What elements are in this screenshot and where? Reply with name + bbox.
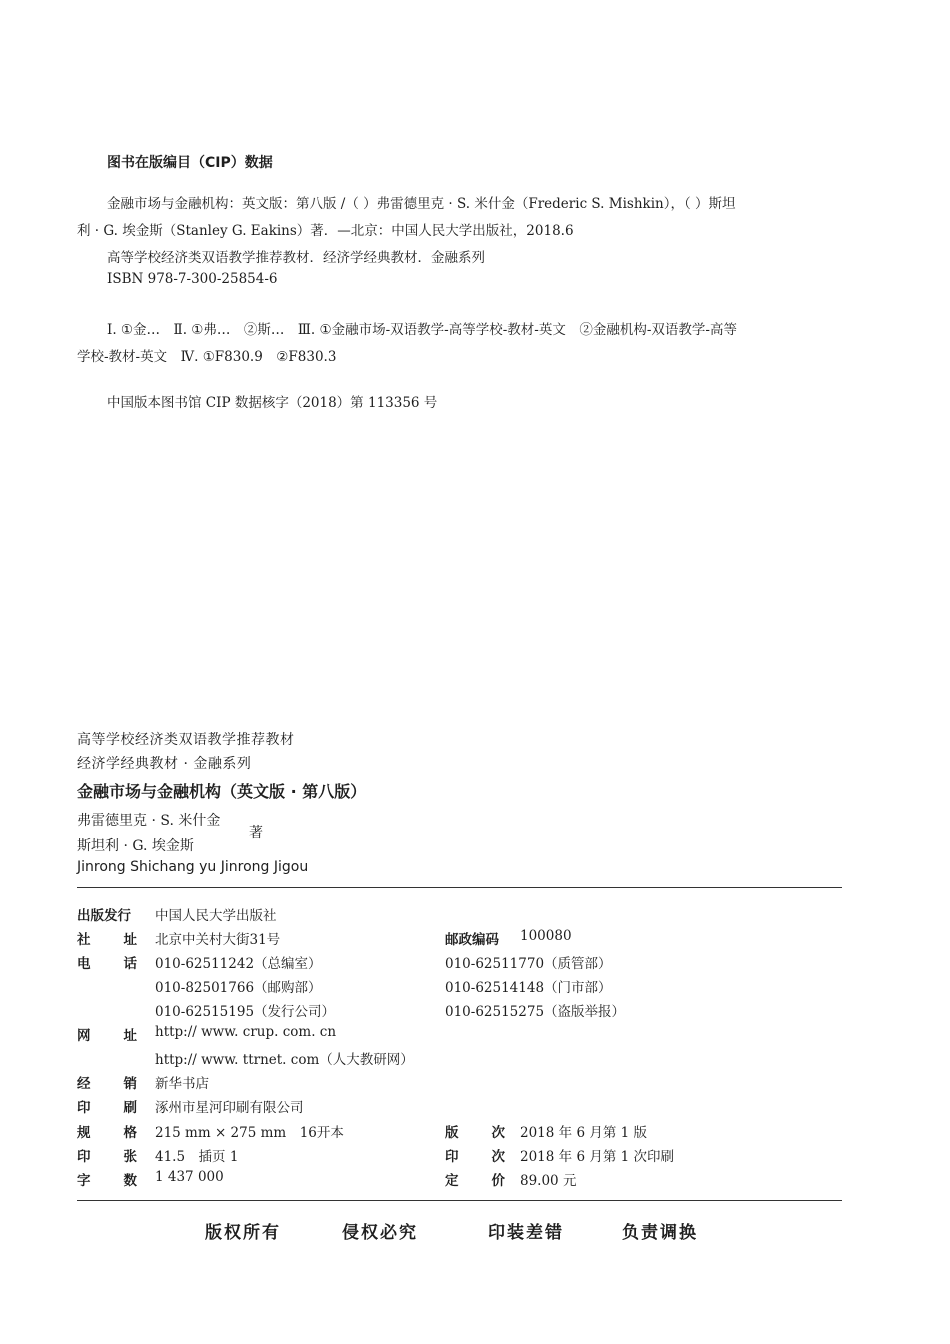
printing-value: 2018 年 6 月第 1 次印刷 [520, 1149, 674, 1165]
sheets-label: 印 张 [77, 1149, 137, 1165]
phone-store: 010-62514148（门市部） [445, 980, 612, 996]
price-value: 89.00 元 [520, 1173, 577, 1189]
slogan-exchange: 负责调换 [622, 1223, 698, 1243]
cip-line-1: 金融市场与金融机构：英文版：第八版 /（ ）弗雷德里克 · S. 米什金（Frederic S. Mishkin），（ ）斯坦 [107, 196, 736, 212]
address-label: 社 址 [77, 932, 137, 948]
author-role: 著 [249, 825, 263, 841]
cip-line-3: 高等学校经济类双语教学推荐教材．经济学经典教材．金融系列 [107, 250, 485, 266]
cip-title: 图书在版编目（CIP）数据 [107, 155, 273, 171]
series-name-2: 经济学经典教材 · 金融系列 [77, 756, 252, 772]
spec-value: 215 mm × 275 mm 16开本 [155, 1125, 344, 1141]
author-1: 弗雷德里克 · S. 米什金 [77, 813, 221, 829]
top-divider [77, 887, 842, 888]
cip-isbn: ISBN 978-7-300-25854-6 [107, 271, 278, 287]
cip-classification-2: 学校-教材-英文 Ⅳ. ①F830.9 ②F830.3 [77, 349, 337, 365]
series-name-1: 高等学校经济类双语教学推荐教材 [77, 732, 295, 748]
publisher-value: 中国人民大学出版社 [155, 908, 277, 924]
price-label: 定 价 [445, 1173, 505, 1189]
book-title-pinyin: Jinrong Shichang yu Jinrong Jigou [77, 859, 309, 875]
phone-mail-order: 010-82501766（邮购部） [155, 980, 322, 996]
bottom-divider [77, 1200, 842, 1201]
website-ttrnet: http:// www. ttrnet. com（人大教研网） [155, 1052, 414, 1068]
phone-distribution: 010-62515195（发行公司） [155, 1004, 336, 1020]
phone-quality: 010-62511770（质管部） [445, 956, 612, 972]
distributor-label: 经 销 [77, 1076, 137, 1092]
edition-label: 版 次 [445, 1125, 505, 1141]
slogan-infringement: 侵权必究 [342, 1223, 418, 1243]
website-label: 网 址 [77, 1028, 137, 1044]
cip-line-2: 利 · G. 埃金斯（Stanley G. Eakins）著．—北京：中国人民大学出版社，2018.6 [77, 223, 574, 239]
phone-piracy-report: 010-62515275（盗版举报） [445, 1004, 626, 1020]
word-count-value: 1 437 000 [155, 1169, 224, 1185]
slogan-copyright: 版权所有 [205, 1223, 281, 1243]
printer-value: 涿州市星河印刷有限公司 [155, 1100, 304, 1116]
printer-label: 印 刷 [77, 1100, 137, 1116]
publisher-label: 出版发行 [77, 908, 131, 924]
postcode-label: 邮政编码 [445, 932, 499, 948]
book-title: 金融市场与金融机构（英文版 · 第八版） [77, 782, 367, 801]
sheets-value: 41.5 插页 1 [155, 1149, 239, 1165]
phone-label: 电 话 [77, 956, 137, 972]
postcode-value: 100080 [520, 928, 572, 944]
slogan-defects: 印装差错 [488, 1223, 564, 1243]
phone-editorial: 010-62511242（总编室） [155, 956, 322, 972]
printing-label: 印 次 [445, 1149, 505, 1165]
edition-value: 2018 年 6 月第 1 版 [520, 1125, 647, 1141]
cip-record-number: 中国版本图书馆 CIP 数据核字（2018）第 113356 号 [107, 395, 438, 411]
website-crup: http:// www. crup. com. cn [155, 1024, 337, 1040]
cip-classification-1: Ⅰ. ①金… Ⅱ. ①弗… ②斯… Ⅲ. ①金融市场-双语教学-高等学校-教材-英文 ②金融机构-双语教学-高等 [107, 322, 737, 338]
address-value: 北京中关村大街31号 [155, 932, 281, 948]
word-count-label: 字 数 [77, 1173, 137, 1189]
distributor-value: 新华书店 [155, 1076, 209, 1092]
spec-label: 规 格 [77, 1125, 137, 1141]
author-2: 斯坦利 · G. 埃金斯 [77, 838, 194, 854]
